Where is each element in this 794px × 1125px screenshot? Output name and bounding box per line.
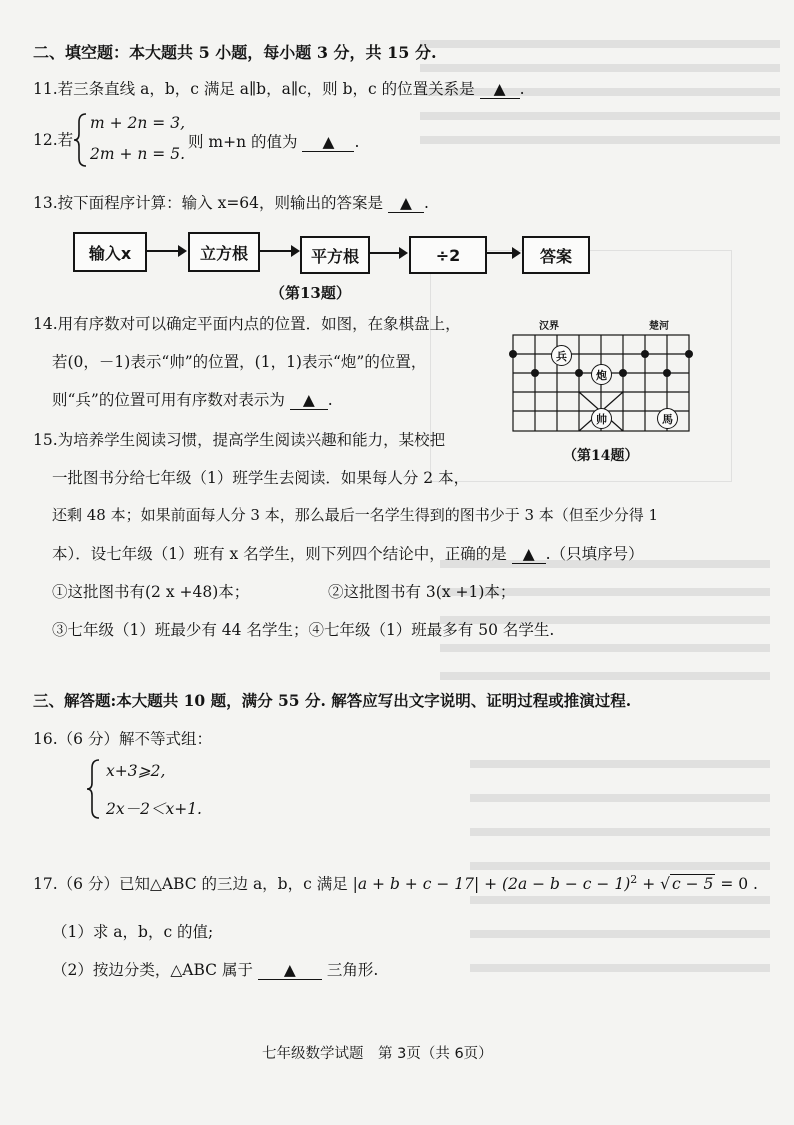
question-17: 17.（6 分）已知△ABC 的三边 a，b，c 满足 $|a + b + c - 17| + (2a - b - c - 1)^2$ + √ c − 5 = 0 . (33, 872, 758, 893)
inequality-line-2: 2x－2＜x+1. (106, 800, 202, 818)
equation-line-2: 2m + n = 5. (90, 145, 186, 163)
question-13: 13.按下面程序计算：输入 x=64，则输出的答案是 ▲ . (33, 193, 429, 212)
section-heading: 二、填空题：本大题共 5 小题，每小题 3 分，共 15 分. (33, 43, 437, 62)
question-15-line-1: 15.为培养学生阅读习惯，提高学生阅读兴趣和能力，某校把 (33, 431, 446, 449)
section-heading: 三、解答题:本大题共 10 题，满分 55 分. 解答应写出文字说明、证明过程或推演过程. (33, 691, 632, 710)
answer-blank[interactable]: ▲ (480, 79, 520, 99)
figure-caption: （第13题） (270, 284, 351, 302)
question-15-line-4: 本）．设七年级（1）班有 x 名学生，则下列四个结论中，正确的是 ▲ .（只填序号） (52, 544, 644, 563)
arrow-right-icon (145, 250, 185, 252)
arrow-right-icon (485, 252, 519, 254)
answer-blank[interactable]: ▲ (388, 193, 424, 213)
flow-box-answer: 答案 (522, 236, 590, 274)
equation-abs: |a + b + c − 17| (352, 875, 480, 893)
question-11: 11.若三条直线 a，b，c 满足 a∥b，a∥c，则 b，c 的位置关系是 ▲ . (33, 79, 525, 98)
question-text: 11.若三条直线 a，b，c 满足 a∥b，a∥c，则 b，c 的位置关系是 (33, 80, 475, 98)
option-1: ①这批图书有(2 x +48)本； (52, 583, 250, 601)
figure-caption: （第14题） (563, 448, 639, 464)
answer-blank[interactable]: ▲ (302, 132, 354, 152)
flow-box-input: 输入x (73, 232, 147, 272)
sqrt-icon: √ (660, 875, 671, 893)
equation-sqrt: √ c − 5 (660, 875, 714, 893)
answer-blank[interactable]: ▲ (290, 390, 328, 410)
piece-shuai: 帅 (591, 408, 612, 429)
board-label-left: 汉界 (539, 321, 559, 332)
answer-blank[interactable]: ▲ (512, 544, 546, 564)
page-footer: 七年级数学试题 第 3页（共 6页） (262, 1046, 493, 1062)
question-15-line-2: 一批图书分给七年级（1）班学生去阅读．如果每人分 2 本， (52, 469, 470, 487)
flow-box-square-root: 平方根 (300, 236, 370, 274)
inequality-line-1: x+3⩾2, (106, 762, 166, 780)
question-14-line-3: 则“兵”的位置可用有序数对表示为 ▲ . (52, 390, 333, 409)
option-2: ②这批图书有 3(x +1)本； (328, 583, 516, 601)
equation-line-1: m + 2n = 3, (90, 114, 186, 132)
question-14-line-1: 14.用有序数对可以确定平面内点的位置．如图，在象棋盘上， (33, 315, 461, 333)
question-12-number: 12.若 (33, 131, 74, 149)
board-label-right: 楚河 (649, 321, 669, 332)
question-14-line-2: 若(0，－1)表示“帅”的位置，(1，1)表示“炮”的位置， (52, 353, 427, 371)
left-brace-icon (86, 758, 102, 820)
answer-blank[interactable]: ▲ (258, 960, 322, 980)
chess-board-figure (507, 313, 707, 431)
arrow-right-icon (368, 252, 406, 254)
equation-square: + (2a − b − c − 1) (484, 875, 631, 893)
flow-box-divide-two: ÷2 (409, 236, 487, 274)
piece-bing: 兵 (551, 345, 572, 366)
question-17-part-1: （1）求 a，b，c 的值; (52, 923, 214, 941)
piece-pao: 炮 (591, 364, 612, 385)
question-15-line-3: 还剩 48 本；如果前面每人分 3 本，那么最后一名学生得到的图书少于 3 本（但至少分得 1 (52, 506, 659, 524)
arrow-right-icon (258, 250, 298, 252)
flow-box-cube-root: 立方根 (188, 232, 260, 272)
question-17-part-2: （2）按边分类，△ABC 属于 ▲ 三角形. (52, 960, 379, 979)
option-3-4: ③七年级（1）班最少有 44 名学生；④七年级（1）班最多有 50 名学生. (52, 621, 555, 639)
left-brace-icon (73, 112, 89, 168)
piece-ma: 馬 (657, 408, 678, 429)
question-16: 16.（6 分）解不等式组： (33, 730, 212, 748)
question-12-tail: 则 m+n 的值为 ▲ . (188, 132, 360, 151)
